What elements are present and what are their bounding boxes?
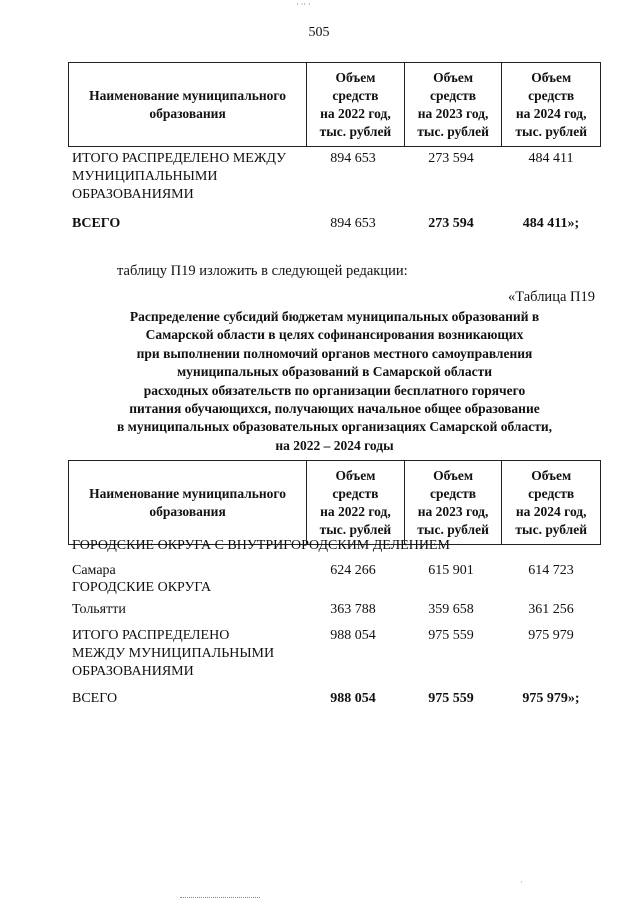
table2-header-2024: Объем средств на 2024 год, тыс. рублей — [515, 467, 587, 537]
value-2024: 484 411»; — [522, 216, 580, 231]
table-row — [72, 215, 601, 233]
page-number: 505 — [308, 25, 330, 40]
table-label: «Таблица П19 — [508, 289, 595, 305]
row-name: ВСЕГО — [72, 216, 121, 231]
table2-header — [68, 460, 601, 545]
table1-header-2022: Объем средств на 2022 год, тыс. рублей — [307, 63, 405, 146]
value-2023: 615 901 — [428, 563, 474, 578]
value-2024: 484 411 — [528, 151, 574, 166]
value-2024: 975 979»; — [522, 691, 580, 706]
value-2023: 975 559 — [428, 691, 474, 706]
table1-header-2023: Объем средств на 2023 год, тыс. рублей — [405, 63, 503, 146]
section-heading: ГОРОДСКИЕ ОКРУГА — [72, 580, 212, 595]
table2-header-name: Наименование муниципального образования — [69, 461, 307, 544]
value-2022: 894 653 — [330, 151, 376, 166]
value-2024: 614 723 — [528, 563, 574, 578]
intro-text: таблицу П19 изложить в следующей редакции: — [117, 263, 408, 279]
value-2023: 975 559 — [428, 628, 474, 643]
table2-header-2023: Объем средств на 2023 год, тыс. рублей — [405, 461, 503, 544]
value-2022: 988 054 — [330, 628, 376, 643]
row-name: ИТОГО РАСПРЕДЕЛЕНО МЕЖДУ МУНИЦИПАЛЬНЫМИ ОБРАЗОВАНИЯМИ — [72, 628, 275, 679]
scan-artifact: · — [520, 878, 523, 887]
value-2022: 624 266 — [330, 563, 376, 578]
table1-header — [68, 62, 601, 147]
value-2022: 894 653 — [330, 216, 376, 231]
table1-header-2024: Объем средств на 2024 год, тыс. рублей — [515, 69, 587, 139]
table2-header-2022: Объем средств на 2022 год, тыс. рублей — [307, 461, 405, 544]
value-2023: 273 594 — [428, 216, 474, 231]
table-title: Распределение субсидий бюджетам муниципальных образований в Самарской области в целях софинансирования возникающих при выполнении полномочий органов местного самоуправления муниципальных образований в Самарской области расходных обязательств по организации бесплатного горячего питания обучающихся, получающих начальное общее образование в муниципальных образовательных организациях Самарской области, на 2022 – 2024 годы — [117, 309, 552, 453]
value-2023: 359 658 — [428, 602, 474, 617]
table-row — [72, 562, 601, 580]
row-name: ИТОГО РАСПРЕДЕЛЕНО МЕЖДУ МУНИЦИПАЛЬНЫМИ ОБРАЗОВАНИЯМИ — [72, 151, 286, 202]
value-2022: 363 788 — [330, 602, 376, 617]
value-2023: 273 594 — [428, 151, 474, 166]
table-row — [72, 150, 601, 204]
value-2024: 361 256 — [528, 602, 574, 617]
value-2022: 988 054 — [330, 691, 376, 706]
row-name: Самара — [72, 563, 116, 578]
value-2024: 975 979 — [528, 628, 574, 643]
row-name: ВСЕГО — [72, 691, 118, 706]
row-name: Тольятти — [72, 602, 126, 617]
table-row — [72, 601, 601, 619]
table-row — [72, 690, 601, 708]
scan-artifact: · ·· · — [296, 0, 311, 9]
scan-artifact-line — [180, 897, 260, 898]
table1-header-name: Наименование муниципального образования — [69, 63, 307, 146]
table-row — [72, 627, 601, 681]
section-heading: ГОРОДСКИЕ ОКРУГА С ВНУТРИГОРОДСКИМ ДЕЛЕНИЕМ — [72, 538, 450, 553]
